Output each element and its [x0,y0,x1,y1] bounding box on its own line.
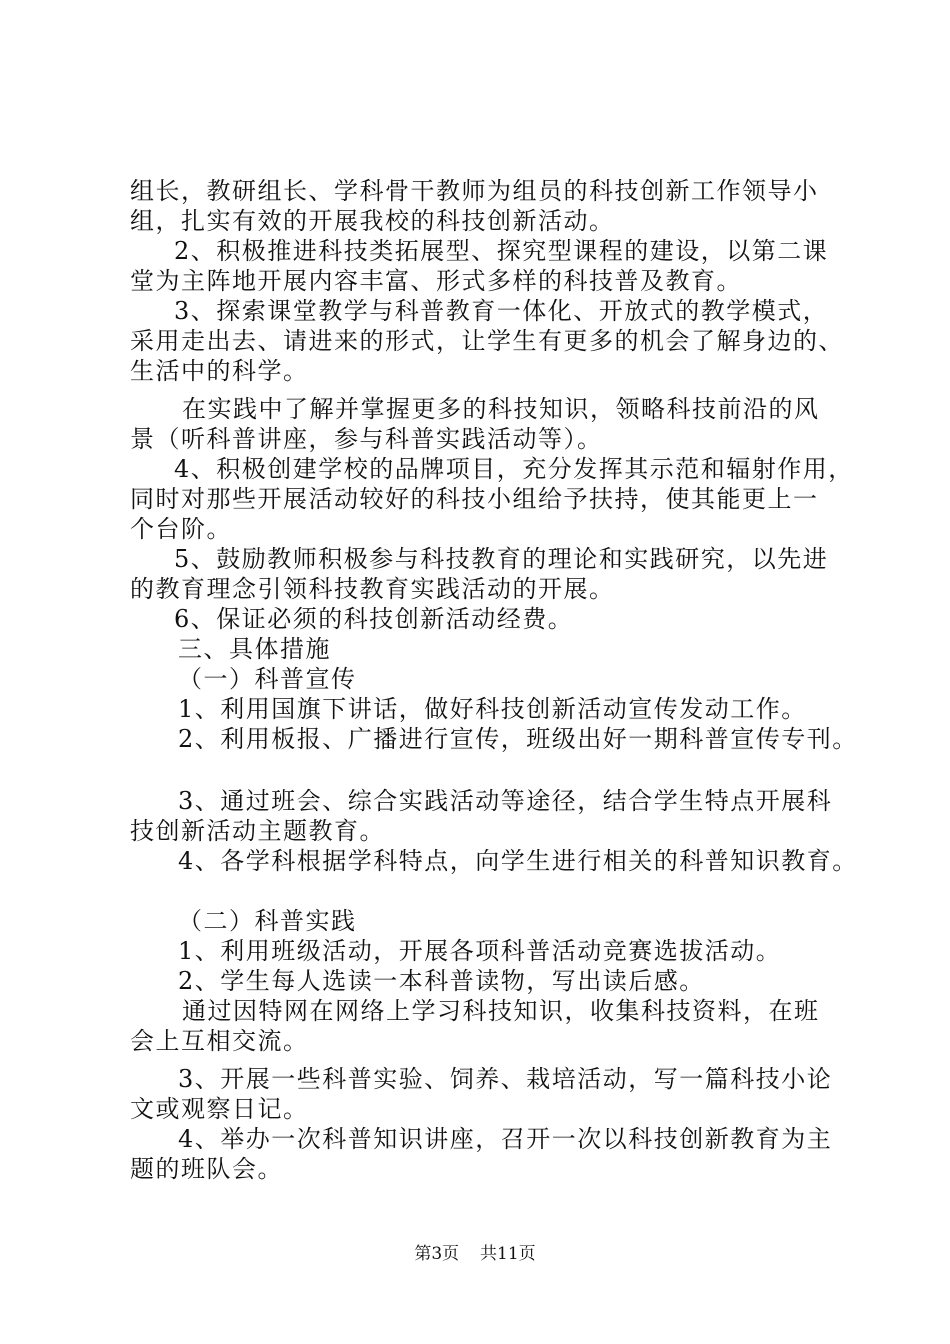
text-line: 2、利用板报、广播进行宣传，班级出好一期科普宣传专刊。 [178,725,858,753]
text-line: 5、鼓励教师积极参与科技教育的理论和实践研究，以先进 [174,545,829,573]
text-line: 通过因特网在网络上学习科技知识，收集科技资料，在班 [182,997,820,1025]
text-line: 2、积极推进科技类拓展型、探究型课程的建设，以第二课 [174,237,829,265]
text-line: 1、利用班级活动，开展各项科普活动竞赛选拔活动。 [178,937,782,965]
text-line: 1、利用国旗下讲话，做好科技创新活动宣传发动工作。 [178,695,807,723]
text-line: 个台阶。 [130,515,232,543]
page-number: 第3页 [414,1244,460,1264]
text-line: 生活中的科学。 [130,357,309,385]
text-line: 3、探索课堂教学与科普教育一体化、开放式的教学模式， [174,297,829,325]
text-line: 会上互相交流。 [130,1027,309,1055]
page-footer [0,1243,950,1265]
text-line: 题的班队会。 [130,1155,283,1183]
text-line: 4、举办一次科普知识讲座，召开一次以科技创新教育为主 [178,1125,833,1153]
text-line: 组长，教研组长、学科骨干教师为组员的科技创新工作领导小 [130,177,819,205]
text-line: 技创新活动主题教育。 [130,817,385,845]
text-line: 2、学生每人选读一本科普读物，写出读后感。 [178,967,705,995]
text-line: 在实践中了解并掌握更多的科技知识，领略科技前沿的风 [182,395,820,423]
text-line: 3、通过班会、综合实践活动等途径，结合学生特点开展科 [178,787,833,815]
text-line: 4、积极创建学校的品牌项目，充分发挥其示范和辐射作用， [174,455,854,483]
text-line: 采用走出去、请进来的形式，让学生有更多的机会了解身边的、 [130,327,844,355]
text-line: 景（听科普讲座，参与科普实践活动等）。 [130,425,603,453]
text-line: 文或观察日记。 [130,1095,309,1123]
text-line: 6、保证必须的科技创新活动经费。 [174,605,574,633]
subsection-heading: （一）科普宣传 [178,665,357,693]
page-total: 共11页 [480,1244,536,1264]
text-line: 的教育理念引领科技教育实践活动的开展。 [130,575,615,603]
text-line: 同时对那些开展活动较好的科技小组给予扶持，使其能更上一 [130,485,819,513]
text-line: 组，扎实有效的开展我校的科技创新活动。 [130,207,615,235]
text-line: 4、各学科根据学科特点，向学生进行相关的科普知识教育。 [178,847,858,875]
text-line: 3、开展一些科普实验、饲养、栽培活动，写一篇科技小论 [178,1065,833,1093]
text-line: 堂为主阵地开展内容丰富、形式多样的科技普及教育。 [130,267,742,295]
subsection-heading: （二）科普实践 [178,907,357,935]
section-heading: 三、具体措施 [178,635,331,663]
